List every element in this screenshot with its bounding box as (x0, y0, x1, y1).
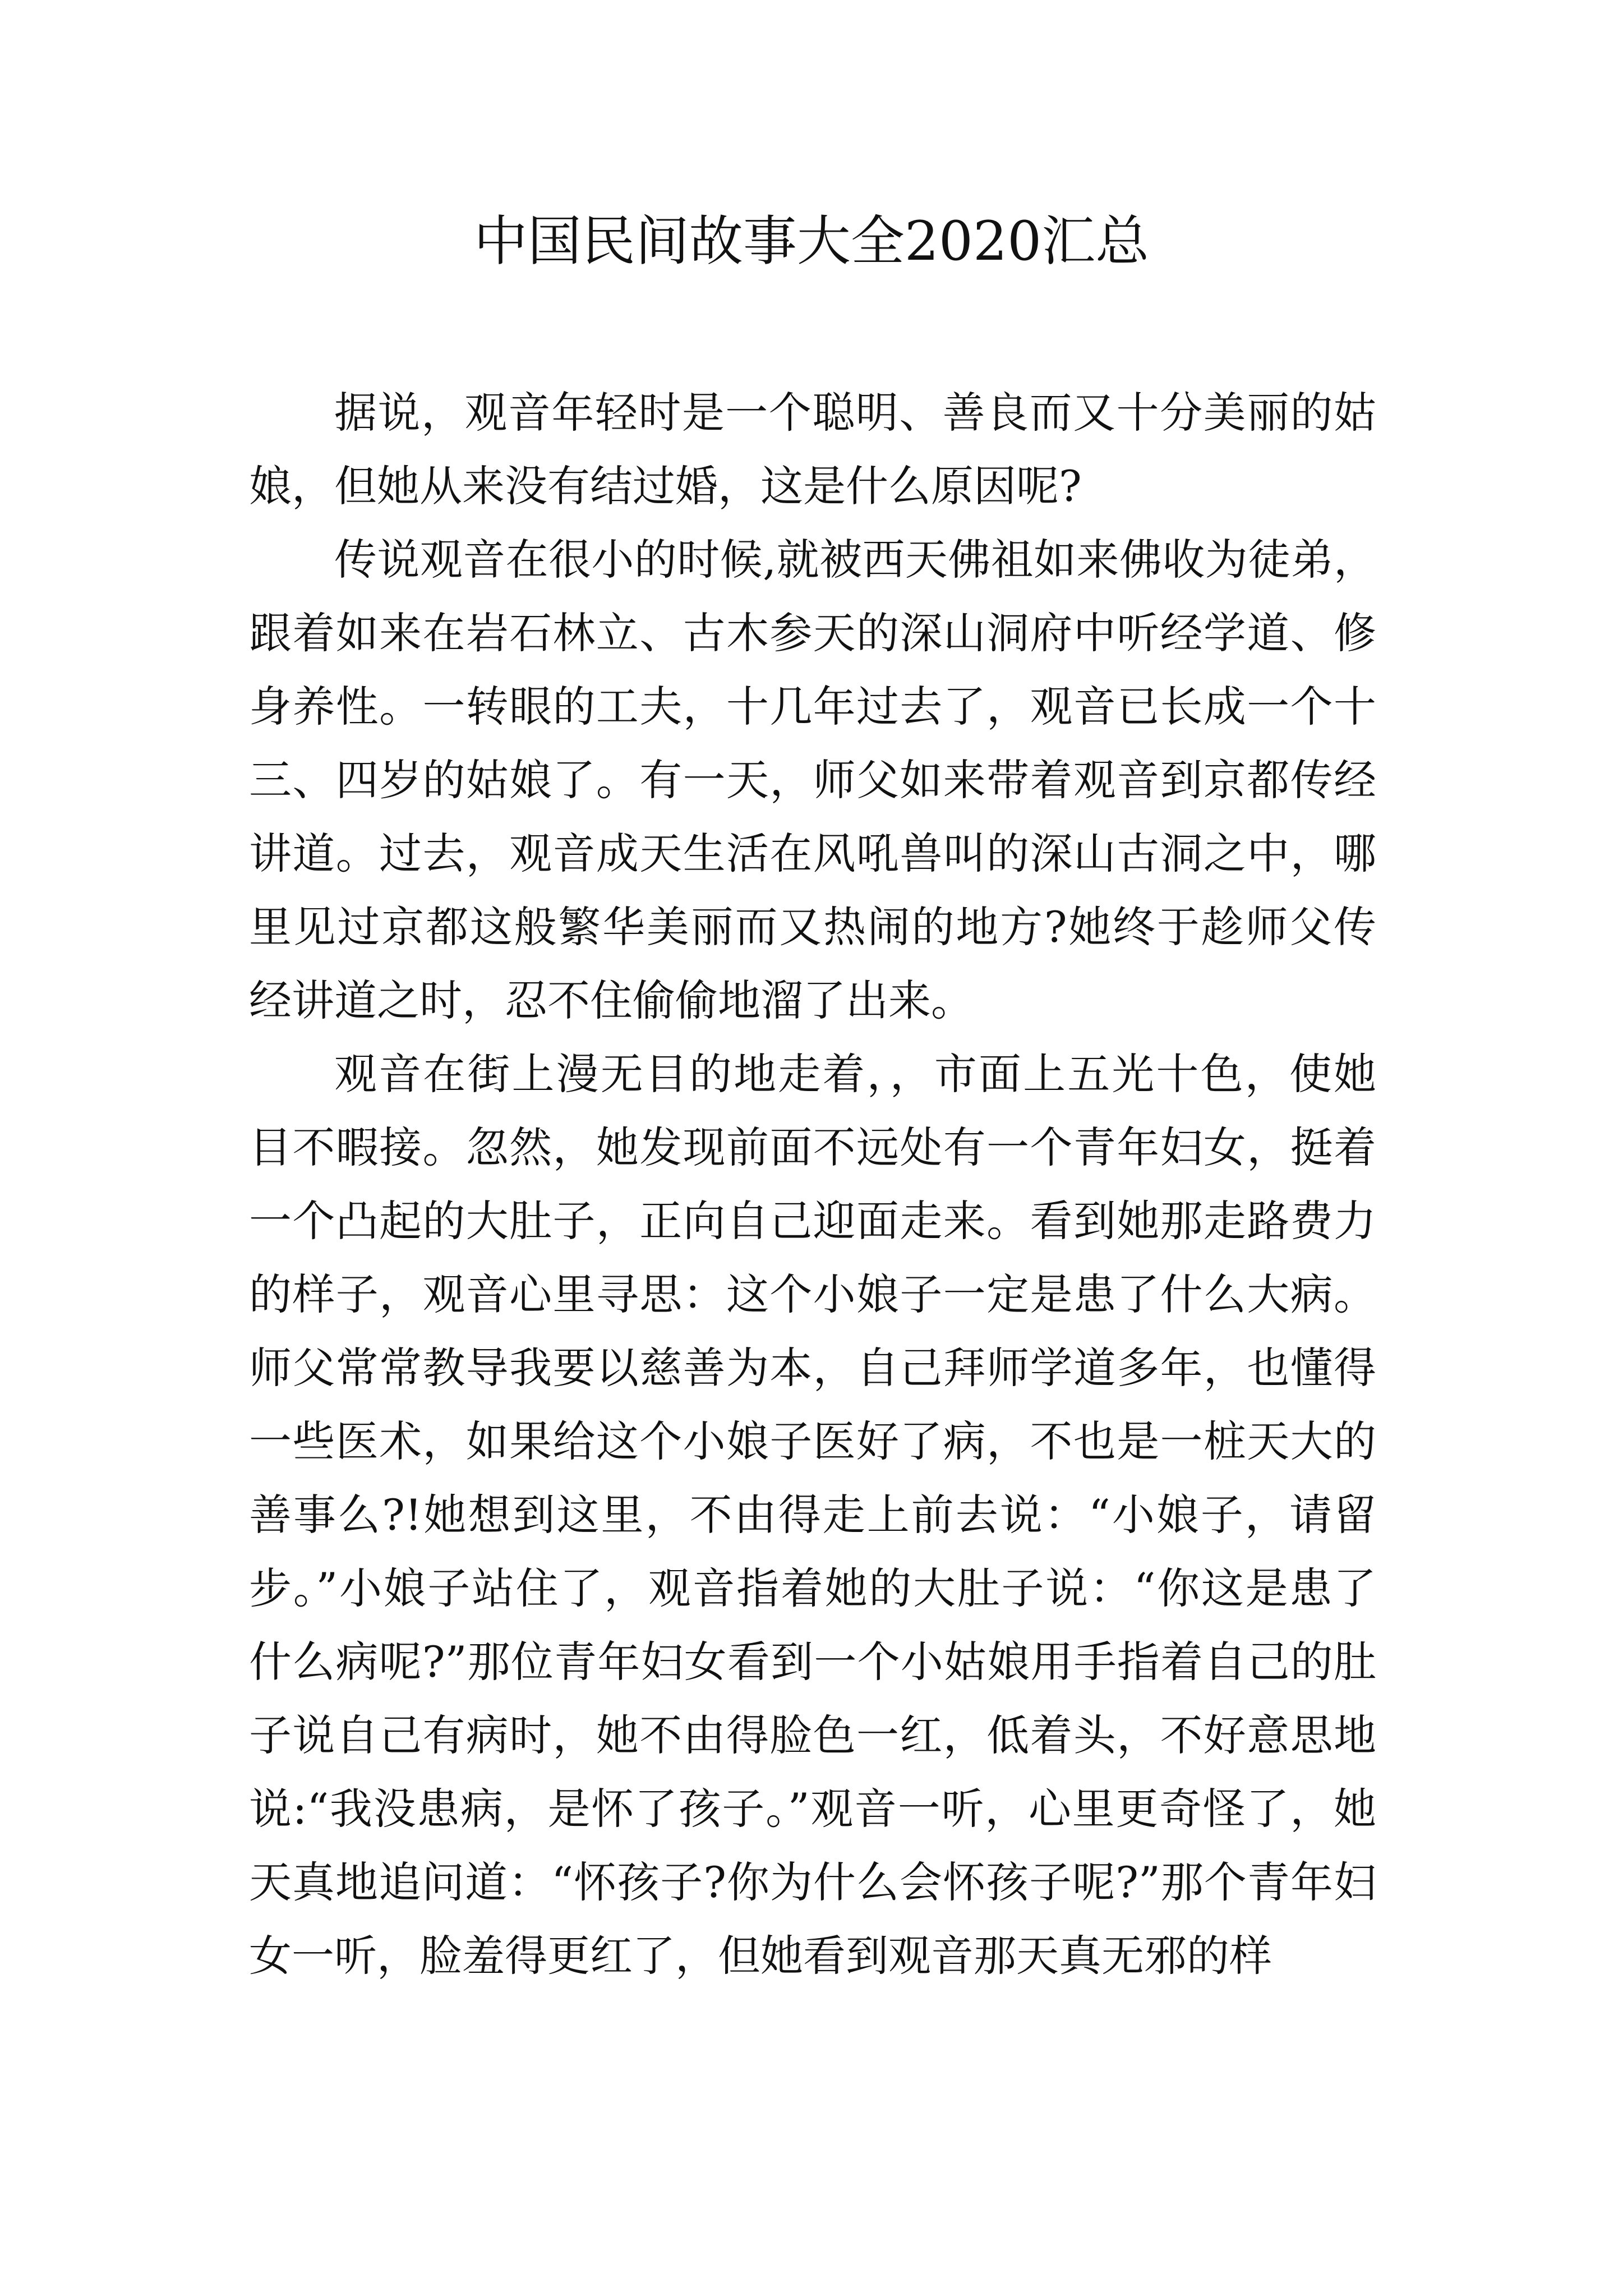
document-title: 中国民间故事大全2020汇总 (473, 210, 1150, 273)
paragraph-3: 观音在街上漫无目的地走着，，市面上五光十色，使她目不暇接。忽然，她发现前面不远处有一个青年妇女，挺着一个凸起的大肚子，正向自己迎面走来。看到她那走路费力的样子，观音心里寻思：这个小娘子一定是患了什么大病。师父常常教导我要以慈善为本，自己拜师学道多年，也懂得一些医术，如果给这个小娘子医好了病，不也是一桩天大的善事么?!她想到这里，不由得走上前去说：“小娘子，请留步。”小娘子站住了，观音指着她的大肚子说：“你这是患了什么病呢?”那位青年妇女看到一个小姑娘用手指着自己的肚子说自己有病时，她不由得脸色一红，低着头，不好意思地说:“我没患病，是怀了孩子。”观音一听，心里更奇怪了，她天真地追问道：“怀孩子?你为什么会怀孩子呢?”那个青年妇女一听，脸羞得更红了，但她看到观音那天真无邪的样 (249, 1049, 1376, 1981)
paragraph-1: 据说，观音年轻时是一个聪明、善良而又十分美丽的姑娘，但她从来没有结过婚，这是什么原因呢? (249, 388, 1376, 511)
document-body (249, 376, 1376, 1993)
paragraph-2: 传说观音在很小的时候,就被西天佛祖如来佛收为徒弟，跟着如来在岩石林立、古木参天的深山洞府中听经学道、修身养性。一转眼的工夫，十几年过去了，观音已长成一个十三、四岁的姑娘了。有一天，师父如来带着观音到京都传经讲道。过去，观音成天生活在风吼兽叫的深山古洞之中，哪里见过京都这般繁华美丽而又热闹的地方?她终于趁师父传经讲道之时，忍不住偷偷地溜了出来。 (249, 535, 1376, 1025)
